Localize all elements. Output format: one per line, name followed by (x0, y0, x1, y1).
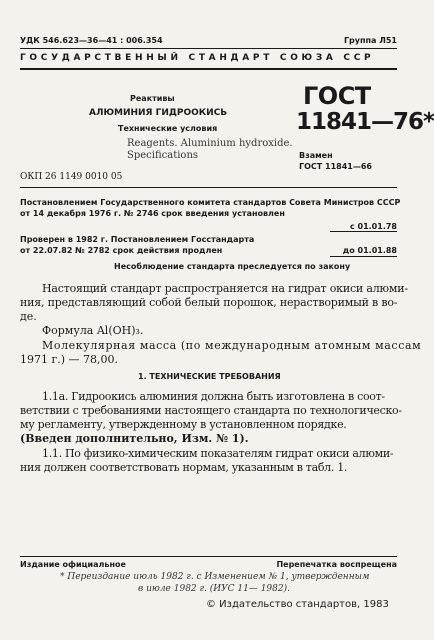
official-edition-label: Издание официальное (20, 560, 126, 569)
okp-code: ОКП 26 1149 0010 05 (20, 172, 123, 182)
copyright: © Издательство стандартов, 1983 (206, 599, 389, 610)
decree-line-2: от 14 декабря 1976 г. № 2746 срок введения установлен (20, 209, 285, 218)
reissue-note-line-1: * Переиздание июль 1982 г. с Изменением № 1, утвержденным (60, 572, 370, 582)
gost-label: ГОСТ (303, 82, 371, 110)
section-1-line-2: ветствии с требованиями настоящего стандарта по технологическо- (20, 404, 402, 417)
molar-mass-label: Молекулярная масса (по международным атомным массам (42, 339, 422, 352)
section-1-line-5: 1.1. По физико-химическим показателям гидрат окиси алюми- (42, 447, 394, 460)
section-1-line-1: 1.1а. Гидроокись алюминия должна быть изготовлена в соот- (42, 390, 385, 403)
section-1-line-6: ния должен соответствовать нормам, указанным в табл. 1. (20, 461, 348, 474)
date-underline-1 (330, 231, 397, 232)
intro-paragraph-end: де. (20, 310, 37, 323)
udk-code: УДК 546.623—36—41 : 006.354 (20, 36, 163, 45)
category-label: Реактивы (130, 94, 175, 103)
intro-paragraph-text: ния, представляющий собой белый порошок, нерастворимый в во- (20, 296, 398, 309)
decree-line-1: Постановлением Государственного комитета стандартов Совета Министров СССР (20, 198, 401, 207)
intro-paragraph-line-2 (20, 296, 397, 309)
group-code: Группа Л51 (343, 36, 397, 45)
amendment-note: (Введен дополнительно, Изм. № 1). (20, 432, 249, 445)
chemical-formula: Формула Al(OH)₃. (42, 324, 144, 337)
document-subtitle-ru: Технические условия (118, 124, 218, 133)
header-rule-top (20, 48, 397, 49)
molar-mass-value: 1971 г.) — 78,00. (20, 353, 119, 366)
intro-paragraph-line-1: Настоящий стандарт распространяется на гидрат окиси алюми- (42, 282, 408, 295)
reissue-note-line-2: в июле 1982 г. (ИУС 11— 1982). (138, 584, 290, 594)
standard-header: ГОСУДАРСТВЕННЫЙ СТАНДАРТ СОЮЗА ССР (20, 53, 375, 63)
decree-line-4: от 22.07.82 № 2782 срок действия продлен (20, 246, 223, 255)
document-subtitle-en: Specifications (127, 150, 199, 161)
gost-number: 11841—76* (296, 109, 434, 135)
section-1-heading: 1. ТЕХНИЧЕСКИЕ ТРЕБОВАНИЯ (138, 372, 281, 381)
header-rule-bottom (20, 68, 397, 70)
date-underline-2 (330, 256, 397, 257)
document-title-ru: АЛЮМИНИЯ ГИДРООКИСЬ (89, 108, 228, 118)
document-title-en: Reagents. Aluminium hydroxide. (127, 138, 293, 149)
title-block-rule (20, 187, 397, 188)
legal-warning: Несоблюдение стандарта преследуется по закону (114, 262, 351, 271)
footer-rule (20, 556, 397, 557)
section-1-line-3: му регламенту, утвержденному в установленном порядке. (20, 418, 347, 431)
replaces-label: Взамен (299, 151, 333, 160)
expiry-date: до 01.01.88 (342, 246, 397, 255)
effective-date: с 01.01.78 (349, 222, 397, 231)
replaces-value: ГОСТ 11841—66 (299, 162, 372, 171)
decree-line-3: Проверен в 1982 г. Постановлением Госстандарта (20, 235, 255, 244)
reprint-prohibited-label: Перепечатка воспрещена (276, 560, 397, 569)
